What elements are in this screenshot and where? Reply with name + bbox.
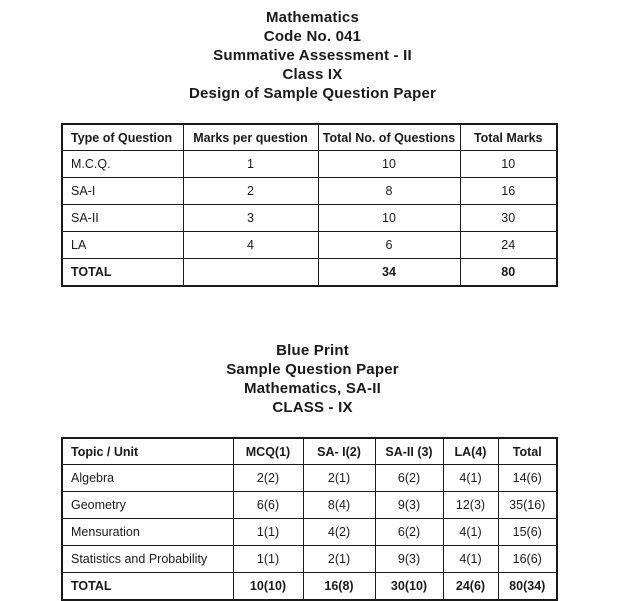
- title-subject: Mathematics: [265, 9, 360, 26]
- blueprint-table: [61, 437, 558, 601]
- table-cell: TOTAL: [62, 259, 183, 287]
- title-assessment: Summative Assessment - II: [213, 47, 412, 64]
- table-cell: 1(1): [233, 519, 303, 546]
- table-cell: 2(1): [303, 465, 375, 492]
- table-cell: Statistics and Probability: [62, 546, 233, 573]
- header-type-of-question: Type of Question: [62, 124, 183, 151]
- header-mcq: MCQ(1): [233, 438, 303, 465]
- table-cell: 9(3): [375, 492, 443, 519]
- table-cell: Mensuration: [62, 519, 233, 546]
- table-row: [62, 178, 557, 205]
- table-row: [62, 546, 557, 573]
- title-blue-print: Blue Print: [276, 342, 349, 359]
- table-cell: 10: [318, 151, 460, 178]
- table-cell: 1: [183, 151, 318, 178]
- table-total-row: [62, 573, 557, 601]
- table-cell: 16(6): [498, 546, 557, 573]
- table-cell: 10(10): [233, 573, 303, 601]
- table-cell: 15(6): [498, 519, 557, 546]
- table-cell: 30: [460, 205, 557, 232]
- table-row: [62, 232, 557, 259]
- header-marks-per-question: Marks per question: [183, 124, 318, 151]
- table-total-row: [62, 259, 557, 287]
- table-cell: TOTAL: [62, 573, 233, 601]
- table-cell: 4(1): [443, 465, 498, 492]
- table-cell: M.C.Q.: [62, 151, 183, 178]
- table-cell: 8: [318, 178, 460, 205]
- table-row: [62, 205, 557, 232]
- table-cell: 16: [460, 178, 557, 205]
- table-row: [62, 465, 557, 492]
- table-header-row: [62, 438, 557, 465]
- header-la: LA(4): [443, 438, 498, 465]
- table-cell: 4(1): [443, 546, 498, 573]
- table-cell: 6(6): [233, 492, 303, 519]
- header-total-no-questions: Total No. of Questions: [318, 124, 460, 151]
- table-cell: 6: [318, 232, 460, 259]
- title-mathematics-sa2: Mathematics, SA-II: [244, 380, 381, 397]
- table-cell: 35(16): [498, 492, 557, 519]
- table-cell: 24: [460, 232, 557, 259]
- table-cell: 1(1): [233, 546, 303, 573]
- table-cell: 80(34): [498, 573, 557, 601]
- table-row: [62, 519, 557, 546]
- table-cell: 2(1): [303, 546, 375, 573]
- table-cell: Algebra: [62, 465, 233, 492]
- header-sa1: SA- I(2): [303, 438, 375, 465]
- table-cell: LA: [62, 232, 183, 259]
- table-cell: 10: [460, 151, 557, 178]
- table-cell: 8(4): [303, 492, 375, 519]
- table-cell: 80: [460, 259, 557, 287]
- table-cell: 6(2): [375, 519, 443, 546]
- design-title-block: [0, 0, 625, 103]
- table-cell: SA-II: [62, 205, 183, 232]
- table-cell: 10: [318, 205, 460, 232]
- table-cell: 2: [183, 178, 318, 205]
- table-cell: 14(6): [498, 465, 557, 492]
- title-class-ix: CLASS - IX: [272, 399, 353, 416]
- header-topic-unit: Topic / Unit: [62, 438, 233, 465]
- title-class: Class IX: [282, 66, 343, 83]
- table-header-row: [62, 124, 557, 151]
- blueprint-title-block: [0, 341, 625, 417]
- table-cell: 12(3): [443, 492, 498, 519]
- table-cell: 3: [183, 205, 318, 232]
- table-row: [62, 492, 557, 519]
- title-sample-question-paper: Sample Question Paper: [226, 361, 399, 378]
- table-cell: Geometry: [62, 492, 233, 519]
- header-total: Total: [498, 438, 557, 465]
- table-cell: SA-I: [62, 178, 183, 205]
- table-cell: 30(10): [375, 573, 443, 601]
- title-design: Design of Sample Question Paper: [188, 85, 437, 102]
- table-cell: 4: [183, 232, 318, 259]
- header-sa2: SA-II (3): [375, 438, 443, 465]
- design-table: [61, 123, 558, 287]
- header-total-marks: Total Marks: [460, 124, 557, 151]
- table-cell: 6(2): [375, 465, 443, 492]
- table-cell: 34: [318, 259, 460, 287]
- table-cell: 16(8): [303, 573, 375, 601]
- table-row: [62, 151, 557, 178]
- table-cell: 4(2): [303, 519, 375, 546]
- title-code: Code No. 041: [263, 28, 362, 45]
- table-cell: 2(2): [233, 465, 303, 492]
- table-cell: 9(3): [375, 546, 443, 573]
- table-cell: 24(6): [443, 573, 498, 601]
- table-cell: [183, 259, 318, 287]
- table-cell: 4(1): [443, 519, 498, 546]
